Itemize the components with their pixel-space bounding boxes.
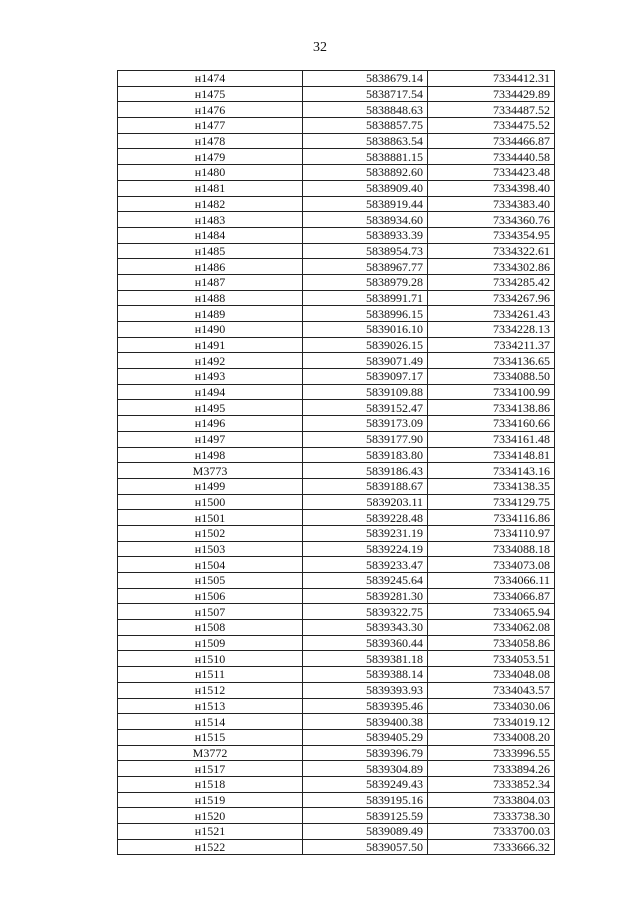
y-coordinate-cell: 7334048.08 xyxy=(428,667,555,683)
table-row xyxy=(118,573,555,589)
x-coordinate-cell: 5838954.73 xyxy=(303,243,428,259)
x-coordinate-cell: 5839203.11 xyxy=(303,494,428,510)
x-coordinate-cell: 5839393.93 xyxy=(303,682,428,698)
x-coordinate-cell: 5839304.89 xyxy=(303,761,428,777)
table-row xyxy=(118,541,555,557)
x-coordinate-cell: 5839281.30 xyxy=(303,588,428,604)
x-coordinate-cell: 5838717.54 xyxy=(303,86,428,102)
y-coordinate-cell: 7334228.13 xyxy=(428,322,555,338)
table-row xyxy=(118,259,555,275)
x-coordinate-cell: 5839089.49 xyxy=(303,824,428,840)
table-row xyxy=(118,431,555,447)
y-coordinate-cell: 7334354.95 xyxy=(428,227,555,243)
table-row xyxy=(118,698,555,714)
y-coordinate-cell: 7333738.30 xyxy=(428,808,555,824)
y-coordinate-cell: 7334360.76 xyxy=(428,212,555,228)
x-coordinate-cell: 5839249.43 xyxy=(303,776,428,792)
point-id-cell: н1507 xyxy=(118,604,303,620)
point-id-cell: н1510 xyxy=(118,651,303,667)
y-coordinate-cell: 7334302.86 xyxy=(428,259,555,275)
x-coordinate-cell: 5839097.17 xyxy=(303,369,428,385)
x-coordinate-cell: 5839016.10 xyxy=(303,322,428,338)
table-row xyxy=(118,494,555,510)
x-coordinate-cell: 5839195.16 xyxy=(303,792,428,808)
x-coordinate-cell: 5838991.71 xyxy=(303,290,428,306)
y-coordinate-cell: 7334322.61 xyxy=(428,243,555,259)
point-id-cell: н1479 xyxy=(118,149,303,165)
point-id-cell: н1521 xyxy=(118,824,303,840)
point-id-cell: н1481 xyxy=(118,180,303,196)
y-coordinate-cell: 7334440.58 xyxy=(428,149,555,165)
point-id-cell: н1519 xyxy=(118,792,303,808)
y-coordinate-cell: 7334211.37 xyxy=(428,337,555,353)
x-coordinate-cell: 5839183.80 xyxy=(303,447,428,463)
y-coordinate-cell: 7334100.99 xyxy=(428,384,555,400)
point-id-cell: н1487 xyxy=(118,274,303,290)
point-id-cell: н1494 xyxy=(118,384,303,400)
point-id-cell: н1483 xyxy=(118,212,303,228)
point-id-cell: н1498 xyxy=(118,447,303,463)
table-row xyxy=(118,667,555,683)
table-row xyxy=(118,133,555,149)
y-coordinate-cell: 7334110.97 xyxy=(428,525,555,541)
y-coordinate-cell: 7334383.40 xyxy=(428,196,555,212)
table-row xyxy=(118,463,555,479)
x-coordinate-cell: 5838919.44 xyxy=(303,196,428,212)
x-coordinate-cell: 5839228.48 xyxy=(303,510,428,526)
x-coordinate-cell: 5838934.60 xyxy=(303,212,428,228)
table-row xyxy=(118,792,555,808)
x-coordinate-cell: 5839381.18 xyxy=(303,651,428,667)
x-coordinate-cell: 5839188.67 xyxy=(303,478,428,494)
point-id-cell: н1491 xyxy=(118,337,303,353)
x-coordinate-cell: 5839026.15 xyxy=(303,337,428,353)
table-row xyxy=(118,447,555,463)
table-row xyxy=(118,384,555,400)
point-id-cell: н1509 xyxy=(118,635,303,651)
point-id-cell: н1506 xyxy=(118,588,303,604)
point-id-cell: н1482 xyxy=(118,196,303,212)
point-id-cell: н1484 xyxy=(118,227,303,243)
table-row xyxy=(118,322,555,338)
y-coordinate-cell: 7334062.08 xyxy=(428,620,555,636)
y-coordinate-cell: 7334138.35 xyxy=(428,478,555,494)
table-row xyxy=(118,337,555,353)
x-coordinate-cell: 5839395.46 xyxy=(303,698,428,714)
point-id-cell: н1480 xyxy=(118,165,303,181)
x-coordinate-cell: 5839231.19 xyxy=(303,525,428,541)
y-coordinate-cell: 7333804.03 xyxy=(428,792,555,808)
table-row xyxy=(118,588,555,604)
y-coordinate-cell: 7334138.86 xyxy=(428,400,555,416)
point-id-cell: н1477 xyxy=(118,118,303,134)
y-coordinate-cell: 7334008.20 xyxy=(428,729,555,745)
y-coordinate-cell: 7333894.26 xyxy=(428,761,555,777)
table-row xyxy=(118,243,555,259)
y-coordinate-cell: 7334487.52 xyxy=(428,102,555,118)
point-id-cell: н1486 xyxy=(118,259,303,275)
point-id-cell: н1501 xyxy=(118,510,303,526)
y-coordinate-cell: 7333666.32 xyxy=(428,839,555,855)
point-id-cell: н1514 xyxy=(118,714,303,730)
point-id-cell: н1476 xyxy=(118,102,303,118)
y-coordinate-cell: 7334423.48 xyxy=(428,165,555,181)
x-coordinate-cell: 5838892.60 xyxy=(303,165,428,181)
y-coordinate-cell: 7334412.31 xyxy=(428,71,555,87)
x-coordinate-cell: 5838967.77 xyxy=(303,259,428,275)
x-coordinate-cell: 5839322.75 xyxy=(303,604,428,620)
point-id-cell: н1504 xyxy=(118,557,303,573)
x-coordinate-cell: 5838857.75 xyxy=(303,118,428,134)
x-coordinate-cell: 5838848.63 xyxy=(303,102,428,118)
y-coordinate-cell: 7334143.16 xyxy=(428,463,555,479)
y-coordinate-cell: 7334088.50 xyxy=(428,369,555,385)
table-row xyxy=(118,274,555,290)
x-coordinate-cell: 5838863.54 xyxy=(303,133,428,149)
x-coordinate-cell: 5839057.50 xyxy=(303,839,428,855)
y-coordinate-cell: 7334261.43 xyxy=(428,306,555,322)
table-row xyxy=(118,478,555,494)
y-coordinate-cell: 7334073.08 xyxy=(428,557,555,573)
y-coordinate-cell: 7334066.11 xyxy=(428,573,555,589)
point-id-cell: н1492 xyxy=(118,353,303,369)
table-row xyxy=(118,290,555,306)
y-coordinate-cell: 7334129.75 xyxy=(428,494,555,510)
x-coordinate-cell: 5839400.38 xyxy=(303,714,428,730)
point-id-cell: н1515 xyxy=(118,729,303,745)
x-coordinate-cell: 5839173.09 xyxy=(303,416,428,432)
y-coordinate-cell: 7334116.86 xyxy=(428,510,555,526)
x-coordinate-cell: 5839177.90 xyxy=(303,431,428,447)
x-coordinate-cell: 5838933.39 xyxy=(303,227,428,243)
x-coordinate-cell: 5839396.79 xyxy=(303,745,428,761)
x-coordinate-cell: 5839152.47 xyxy=(303,400,428,416)
y-coordinate-cell: 7334398.40 xyxy=(428,180,555,196)
point-id-cell: н1485 xyxy=(118,243,303,259)
y-coordinate-cell: 7334030.06 xyxy=(428,698,555,714)
table-row xyxy=(118,714,555,730)
table-row xyxy=(118,510,555,526)
point-id-cell: н1490 xyxy=(118,322,303,338)
table-row xyxy=(118,71,555,87)
table-row xyxy=(118,369,555,385)
y-coordinate-cell: 7334160.66 xyxy=(428,416,555,432)
table-row xyxy=(118,212,555,228)
y-coordinate-cell: 7334285.42 xyxy=(428,274,555,290)
x-coordinate-cell: 5839109.88 xyxy=(303,384,428,400)
x-coordinate-cell: 5838679.14 xyxy=(303,71,428,87)
table-row xyxy=(118,761,555,777)
table-row xyxy=(118,525,555,541)
point-id-cell: н1474 xyxy=(118,71,303,87)
x-coordinate-cell: 5839224.19 xyxy=(303,541,428,557)
point-id-cell: н1503 xyxy=(118,541,303,557)
table-row xyxy=(118,306,555,322)
table-row xyxy=(118,682,555,698)
table-row xyxy=(118,227,555,243)
x-coordinate-cell: 5838881.15 xyxy=(303,149,428,165)
table-row xyxy=(118,651,555,667)
point-id-cell: н1488 xyxy=(118,290,303,306)
x-coordinate-cell: 5839071.49 xyxy=(303,353,428,369)
point-id-cell: н1505 xyxy=(118,573,303,589)
point-id-cell: н1495 xyxy=(118,400,303,416)
point-id-cell: н1499 xyxy=(118,478,303,494)
table-row xyxy=(118,620,555,636)
point-id-cell: н1511 xyxy=(118,667,303,683)
y-coordinate-cell: 7334019.12 xyxy=(428,714,555,730)
y-coordinate-cell: 7333996.55 xyxy=(428,745,555,761)
y-coordinate-cell: 7334267.96 xyxy=(428,290,555,306)
point-id-cell: н1497 xyxy=(118,431,303,447)
y-coordinate-cell: 7334136.65 xyxy=(428,353,555,369)
y-coordinate-cell: 7334066.87 xyxy=(428,588,555,604)
table-row xyxy=(118,353,555,369)
point-id-cell: н1475 xyxy=(118,86,303,102)
y-coordinate-cell: 7333700.03 xyxy=(428,824,555,840)
point-id-cell: н1502 xyxy=(118,525,303,541)
y-coordinate-cell: 7334088.18 xyxy=(428,541,555,557)
x-coordinate-cell: 5839405.29 xyxy=(303,729,428,745)
y-coordinate-cell: 7334475.52 xyxy=(428,118,555,134)
table-row xyxy=(118,196,555,212)
x-coordinate-cell: 5839388.14 xyxy=(303,667,428,683)
table-row xyxy=(118,635,555,651)
table-row xyxy=(118,416,555,432)
x-coordinate-cell: 5839245.64 xyxy=(303,573,428,589)
table-row xyxy=(118,604,555,620)
table-row xyxy=(118,86,555,102)
point-id-cell: н1489 xyxy=(118,306,303,322)
point-id-cell: н1522 xyxy=(118,839,303,855)
x-coordinate-cell: 5838909.40 xyxy=(303,180,428,196)
table-row xyxy=(118,400,555,416)
point-id-cell: н1513 xyxy=(118,698,303,714)
x-coordinate-cell: 5839233.47 xyxy=(303,557,428,573)
point-id-cell: н1500 xyxy=(118,494,303,510)
x-coordinate-cell: 5838996.15 xyxy=(303,306,428,322)
y-coordinate-cell: 7334148.81 xyxy=(428,447,555,463)
table-row xyxy=(118,180,555,196)
table-row xyxy=(118,808,555,824)
coordinates-table xyxy=(117,70,555,855)
table-row xyxy=(118,839,555,855)
point-id-cell: н1512 xyxy=(118,682,303,698)
y-coordinate-cell: 7333852.34 xyxy=(428,776,555,792)
table-row xyxy=(118,557,555,573)
y-coordinate-cell: 7334161.48 xyxy=(428,431,555,447)
table-row xyxy=(118,165,555,181)
table-row xyxy=(118,118,555,134)
y-coordinate-cell: 7334058.86 xyxy=(428,635,555,651)
point-id-cell: М3773 xyxy=(118,463,303,479)
x-coordinate-cell: 5838979.28 xyxy=(303,274,428,290)
point-id-cell: н1508 xyxy=(118,620,303,636)
x-coordinate-cell: 5839186.43 xyxy=(303,463,428,479)
x-coordinate-cell: 5839360.44 xyxy=(303,635,428,651)
point-id-cell: М3772 xyxy=(118,745,303,761)
table-row xyxy=(118,149,555,165)
y-coordinate-cell: 7334065.94 xyxy=(428,604,555,620)
point-id-cell: н1478 xyxy=(118,133,303,149)
point-id-cell: н1518 xyxy=(118,776,303,792)
table-row xyxy=(118,729,555,745)
y-coordinate-cell: 7334043.57 xyxy=(428,682,555,698)
point-id-cell: н1520 xyxy=(118,808,303,824)
y-coordinate-cell: 7334429.89 xyxy=(428,86,555,102)
table-row xyxy=(118,745,555,761)
table-row xyxy=(118,102,555,118)
x-coordinate-cell: 5839125.59 xyxy=(303,808,428,824)
y-coordinate-cell: 7334466.87 xyxy=(428,133,555,149)
point-id-cell: н1496 xyxy=(118,416,303,432)
table-row xyxy=(118,776,555,792)
page-number: 32 xyxy=(313,40,327,55)
point-id-cell: н1517 xyxy=(118,761,303,777)
table-row xyxy=(118,824,555,840)
x-coordinate-cell: 5839343.30 xyxy=(303,620,428,636)
point-id-cell: н1493 xyxy=(118,369,303,385)
coordinates-table-body xyxy=(118,71,555,855)
y-coordinate-cell: 7334053.51 xyxy=(428,651,555,667)
